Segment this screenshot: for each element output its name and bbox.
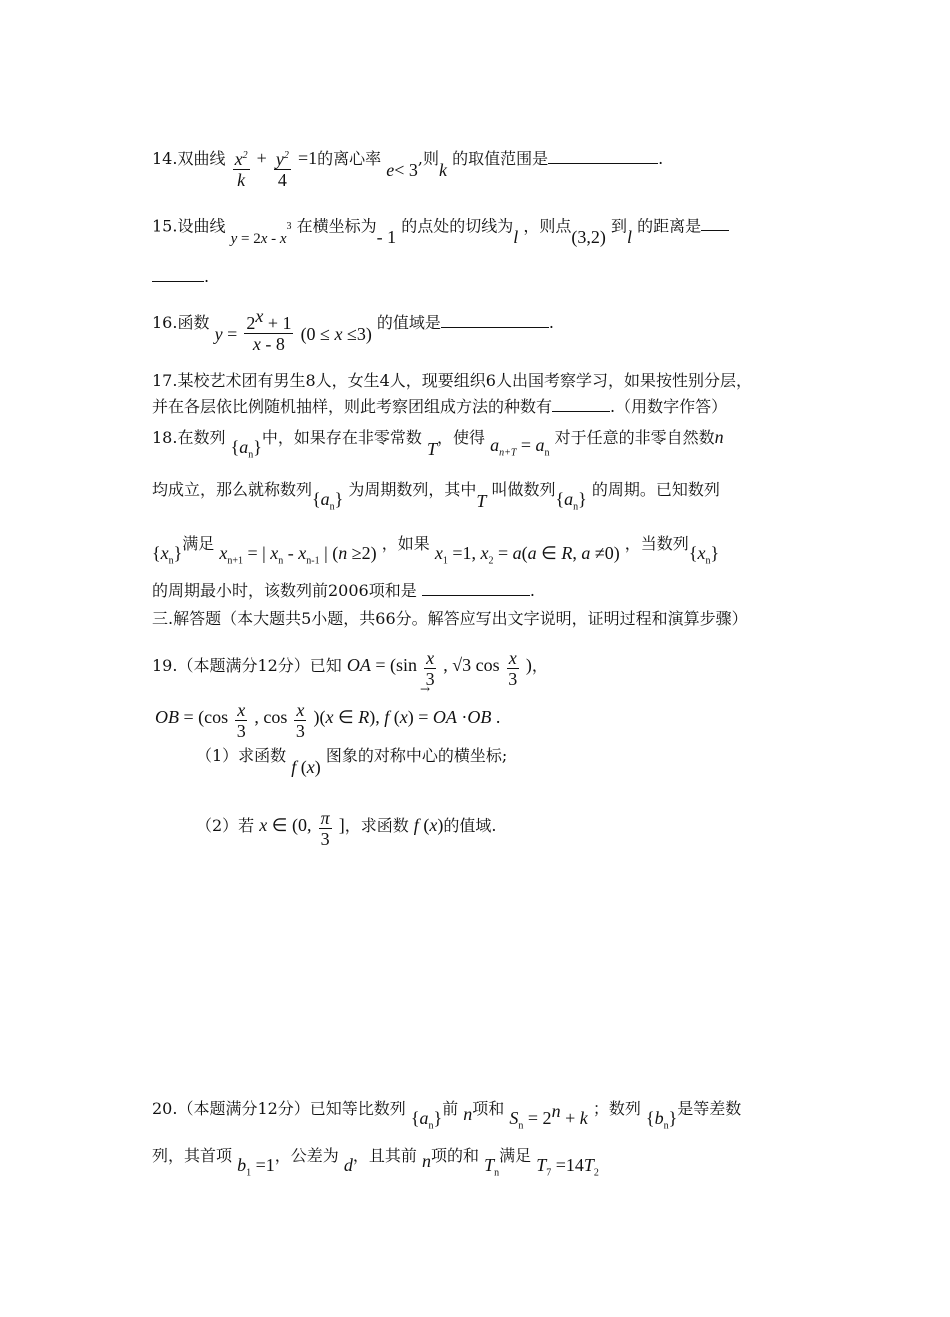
question-19-part-2: （2）若 x ∈ (0, $\frac{\pi}{3}$ ]，求函数 f (x)的值域.	[196, 808, 497, 849]
question-20-line-2: 列，其首项 $b_1 =1$，公差为 d，且其前 n项的和 $T_n$满足 $T_7 =14T_2$	[152, 1146, 599, 1179]
question-19-line-2: OB = (cos $\frac{x}{3}$ , cos $\frac{x}{3}$ )(x ∈ R), f (x) = OA ·OB .	[155, 700, 501, 741]
section-3-heading: 三.解答题（本大题共5小题，共66分。解答应写出文字说明，证明过程和演算步骤）	[152, 609, 748, 628]
answer-blank	[552, 411, 610, 412]
question-16: 16.函数 y = $\frac{2^x + 1}{x - 8}$ (0 ≤ x ≤3) 的值域是 .	[152, 306, 555, 354]
answer-blank	[152, 281, 204, 282]
vector-arrow: →	[420, 682, 431, 696]
question-18-line-4: 的周期最小时，该数列前2006项和是 .	[152, 581, 535, 600]
question-17-line-1: 17.某校艺术团有男生8人，女生4人，现要组织6人出国考察学习，如果按性别分层，	[152, 371, 752, 390]
question-17-line-2: 并在各层依比例随机抽样，则此考察团组成方法的种数有 .（用数字作答）	[152, 397, 728, 416]
answer-blank	[548, 163, 658, 164]
question-19-part-1: （1）求函数 f (x) 图象的对称中心的横坐标;	[196, 746, 508, 777]
question-18-line-2: 均成立，那么就称数列$\{a_n\}$ 为周期数列，其中T 叫做数列$\{a_n\}$ 的周期。已知数列	[152, 480, 720, 513]
question-19-header: 19.（本题满分12分）已知 OA = (sin $\frac{x}{3}$ , √3 cos $\frac{x}{3}$ )，	[152, 648, 548, 689]
question-20-line-1: 20.（本题满分12分）已知等比数列 $\{a_n\}$前 n项和 $S_n = 2^n + k$ ；数列 $\{b_n\}$是等差数	[152, 1099, 742, 1132]
question-18-line-3: $\{x_n\}$满足 $x_{n+1}$ = | $x_n - x_{n-1}$ | (n ≥2) ，如果 $x_1 =1$, $x_2 = a(a$ ∈ R, a ≠0) ，当数列$\{x_n\}$	[152, 534, 720, 567]
question-18-line-1: 18.在数列 $\{a_n\}$中，如果存在非零常数 T，使得 $a_{n+T} = a_n$ 对于任意的非零自然数n	[152, 427, 724, 461]
answer-blank	[422, 595, 530, 596]
question-15: 15.设曲线 $y = 2x - x^3$ 在横坐标为- 1 的点处的切线为l ，则点(3,2) 到l 的距离是	[152, 212, 729, 238]
question-14: 14.双曲线 $\frac{x^2}{k}$ + $\frac{y^2}{4}$ =1的离心率 e< 3,则k 的取值范围是 .	[152, 148, 664, 190]
question-15-continued: .	[152, 266, 209, 288]
fraction-2x-plus-1-over-x-minus-8: $\frac{2^x + 1}{x - 8}$	[246, 306, 292, 354]
fraction-x2-k: $\frac{x^2}{k}$	[233, 146, 250, 190]
answer-blank	[441, 327, 549, 328]
fraction-y2-4: $\frac{y^2}{4}$	[274, 146, 291, 190]
